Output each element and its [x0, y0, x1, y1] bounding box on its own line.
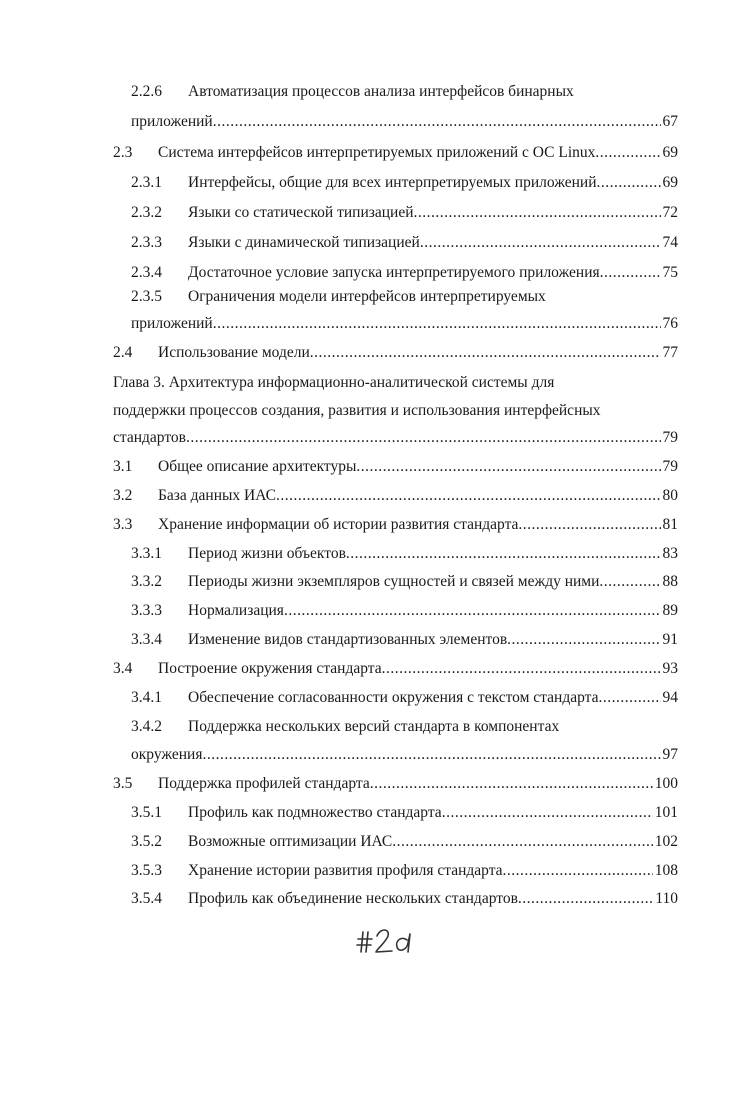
toc-leader-line — [158, 481, 678, 511]
toc-entry-number: 3.5.4 — [131, 890, 162, 907]
toc-entry-title: Построение окружения стандарта — [158, 660, 382, 677]
hash-stroke-1 — [361, 932, 363, 952]
toc-page-number: 67 — [662, 113, 678, 130]
toc-entry-number: 3.5.1 — [131, 804, 162, 821]
toc-entry-number: 2.3 — [113, 144, 133, 161]
toc-leader-line — [188, 884, 678, 914]
dot-leader — [598, 683, 660, 713]
toc-entry-title: Изменение видов стандартизованных элементов — [188, 631, 508, 648]
toc-page-number: 69 — [662, 174, 678, 191]
toc-page-number: 93 — [662, 660, 678, 677]
toc-page-number: 74 — [662, 234, 678, 251]
dot-leader — [382, 654, 661, 684]
toc-entry — [0, 798, 733, 828]
dot-leader — [356, 452, 660, 482]
toc-entry — [0, 596, 733, 626]
toc-leader-line — [188, 827, 678, 857]
toc-page-number: 72 — [662, 204, 678, 221]
toc-entry — [0, 510, 733, 540]
toc-entry — [0, 77, 733, 107]
dot-leader — [518, 884, 653, 914]
toc-leader-line — [188, 168, 678, 198]
toc-entry-title: Период жизни объектов — [188, 545, 346, 562]
toc-entry — [0, 654, 733, 684]
hash-stroke-2 — [366, 932, 368, 952]
toc-page-number: 76 — [662, 315, 678, 332]
dot-leader — [213, 107, 661, 137]
toc-entry-title: Поддержка нескольких версий стандарта в компонентах — [188, 718, 560, 735]
toc-page-number: 91 — [662, 631, 678, 648]
dot-leader — [310, 338, 661, 368]
dot-leader — [518, 510, 660, 540]
dot-leader — [186, 423, 661, 453]
toc-entry-number: 2.2.6 — [131, 83, 162, 100]
toc-page-number: 94 — [662, 689, 678, 706]
toc-entry-title: Нормализация — [188, 602, 284, 619]
toc-leader-line — [158, 338, 678, 368]
toc-entry-number: 2.3.3 — [131, 234, 162, 251]
toc-entry-title: Обеспечение согласованности окружения с текстом стандарта — [188, 689, 599, 706]
toc-entry-title-cont: приложений — [131, 315, 213, 332]
digit-two-stroke — [376, 930, 392, 952]
dot-leader — [414, 198, 661, 228]
toc-entry-title: Периоды жизни экземпляров сущностей и связей между ними — [188, 573, 600, 590]
toc-entry — [0, 198, 733, 228]
toc-entry-number: 3.3 — [113, 516, 133, 533]
dot-leader — [503, 856, 653, 886]
toc-entry-number: 3.4 — [113, 660, 133, 677]
toc-entry-title: Возможные оптимизации ИАС — [188, 833, 393, 850]
toc-entry-title: Хранение информации об истории развития стандарта — [158, 516, 519, 533]
toc-leader-line — [158, 138, 678, 168]
toc-page-number: 81 — [662, 516, 678, 533]
toc-entry-number: 2.3.4 — [131, 264, 162, 281]
toc-leader-line — [131, 309, 678, 339]
toc-entry-number: 3.5.2 — [131, 833, 162, 850]
toc-entry — [0, 884, 733, 914]
toc-page-number: 110 — [655, 890, 678, 907]
dot-leader — [507, 625, 660, 655]
toc-entry — [0, 481, 733, 511]
toc-entry-title: База данных ИАС — [158, 487, 277, 504]
toc-entry-title: Использование модели — [158, 344, 310, 361]
toc-page-number: 69 — [662, 144, 678, 161]
dot-leader — [392, 827, 652, 857]
toc-leader-line — [131, 740, 678, 770]
toc-page-number: 75 — [662, 264, 678, 281]
toc-leader-line — [158, 769, 678, 799]
toc-leader-line — [131, 107, 678, 137]
toc-leader-line — [188, 539, 678, 569]
dot-leader — [276, 481, 660, 511]
toc-entry-number: 3.5.3 — [131, 862, 162, 879]
toc-leader-line — [188, 198, 678, 228]
toc-entry — [0, 567, 733, 597]
chapter-title-line-3: стандартов — [113, 429, 186, 446]
toc-entry — [0, 168, 733, 198]
toc-chapter-heading — [0, 396, 733, 426]
toc-leader-line — [158, 654, 678, 684]
toc-entry-number: 3.2 — [113, 487, 133, 504]
toc-entry-number: 2.3.1 — [131, 174, 162, 191]
toc-entry-title: Автоматизация процессов анализа интерфейсов бинарных — [188, 83, 574, 100]
toc-entry-number: 3.4.1 — [131, 689, 162, 706]
toc-entry-title: Общее описание архитектуры — [158, 458, 357, 475]
toc-leader-line — [188, 228, 678, 258]
toc-entry — [0, 282, 733, 312]
chapter-title-line-1: Глава 3. Архитектура информационно-аналитической системы для — [113, 374, 555, 391]
dot-leader — [597, 168, 661, 198]
handwritten-page-mark — [350, 922, 430, 958]
dot-leader — [284, 596, 661, 626]
toc-entry-continuation — [0, 309, 733, 339]
dot-leader — [202, 740, 660, 770]
toc-page-number: 79 — [662, 429, 678, 446]
toc-entry-title: Интерфейсы, общие для всех интерпретируемых приложений — [188, 174, 597, 191]
toc-page-number: 80 — [662, 487, 678, 504]
toc-entry-title: Хранение истории развития профиля стандарта — [188, 862, 503, 879]
toc-entry — [0, 625, 733, 655]
dot-leader — [420, 228, 661, 258]
dot-leader — [346, 539, 661, 569]
toc-leader-line — [188, 625, 678, 655]
toc-entry-title: Достаточное условие запуска интерпретируемого приложения — [188, 264, 600, 281]
toc-leader-line — [158, 510, 678, 540]
chapter-title-line-2: поддержки процессов создания, развития и использования интерфейсных — [113, 402, 601, 419]
toc-entry — [0, 712, 733, 742]
toc-page-number: 88 — [662, 573, 678, 590]
dot-leader — [213, 309, 661, 339]
toc-entry — [0, 338, 733, 368]
toc-entry-title: Профиль как подмножество стандарта — [188, 804, 442, 821]
toc-leader-line — [113, 423, 678, 453]
toc-entry — [0, 539, 733, 569]
toc-entry-title: Языки с динамической типизацией — [188, 234, 420, 251]
toc-entry-title: Ограничения модели интерфейсов интерпретируемых — [188, 288, 546, 305]
toc-leader-line — [188, 596, 678, 626]
toc-page-number: 108 — [654, 862, 678, 879]
toc-chapter-heading — [0, 423, 733, 453]
toc-entry-number: 2.3.2 — [131, 204, 162, 221]
dot-leader — [595, 138, 660, 168]
toc-entry-number: 3.3.3 — [131, 602, 162, 619]
toc-page-number: 102 — [654, 833, 678, 850]
toc-page-number: 97 — [662, 746, 678, 763]
toc-entry-number: 3.4.2 — [131, 718, 162, 735]
toc-page-number: 100 — [654, 775, 678, 792]
toc-entry-number: 3.3.2 — [131, 573, 162, 590]
toc-leader-line — [188, 856, 678, 886]
toc-entry-number: 3.3.1 — [131, 545, 162, 562]
toc-entry-number: 3.5 — [113, 775, 133, 792]
toc-entry — [0, 683, 733, 713]
toc-entry — [0, 452, 733, 482]
toc-entry-continuation — [0, 740, 733, 770]
toc-page-number: 89 — [662, 602, 678, 619]
toc-entry — [0, 827, 733, 857]
digit-zero-stroke — [397, 934, 410, 952]
toc-entry-title-cont: окружения — [131, 746, 203, 763]
toc-entry-title: Система интерфейсов интерпретируемых приложений с ОС Linux — [158, 144, 596, 161]
toc-leader-line — [188, 683, 678, 713]
toc-entry-continuation — [0, 107, 733, 137]
toc-entry — [0, 769, 733, 799]
toc-entry-title: Поддержка профилей стандарта — [158, 775, 370, 792]
toc-entry-number: 3.1 — [113, 458, 133, 475]
toc-entry-number: 2.4 — [113, 344, 133, 361]
toc-entry — [0, 228, 733, 258]
toc-leader-line — [188, 798, 678, 828]
toc-leader-line — [158, 452, 678, 482]
toc-page-number: 79 — [662, 458, 678, 475]
toc-page-number: 77 — [662, 344, 678, 361]
toc-entry — [0, 138, 733, 168]
dot-leader — [442, 798, 653, 828]
toc-page-number: 101 — [654, 804, 678, 821]
toc-entry-title: Профиль как объединение нескольких стандартов — [188, 890, 518, 907]
toc-page-number: 83 — [662, 545, 678, 562]
toc-entry-title-cont: приложений — [131, 113, 213, 130]
toc-leader-line — [188, 567, 678, 597]
toc-entry — [0, 856, 733, 886]
toc-entry-number: 3.3.4 — [131, 631, 162, 648]
dot-leader — [370, 769, 653, 799]
toc-entry-title: Языки со статической типизацией — [188, 204, 414, 221]
toc-entry-number: 2.3.5 — [131, 288, 162, 305]
toc-chapter-heading — [0, 368, 733, 398]
dot-leader — [599, 567, 660, 597]
